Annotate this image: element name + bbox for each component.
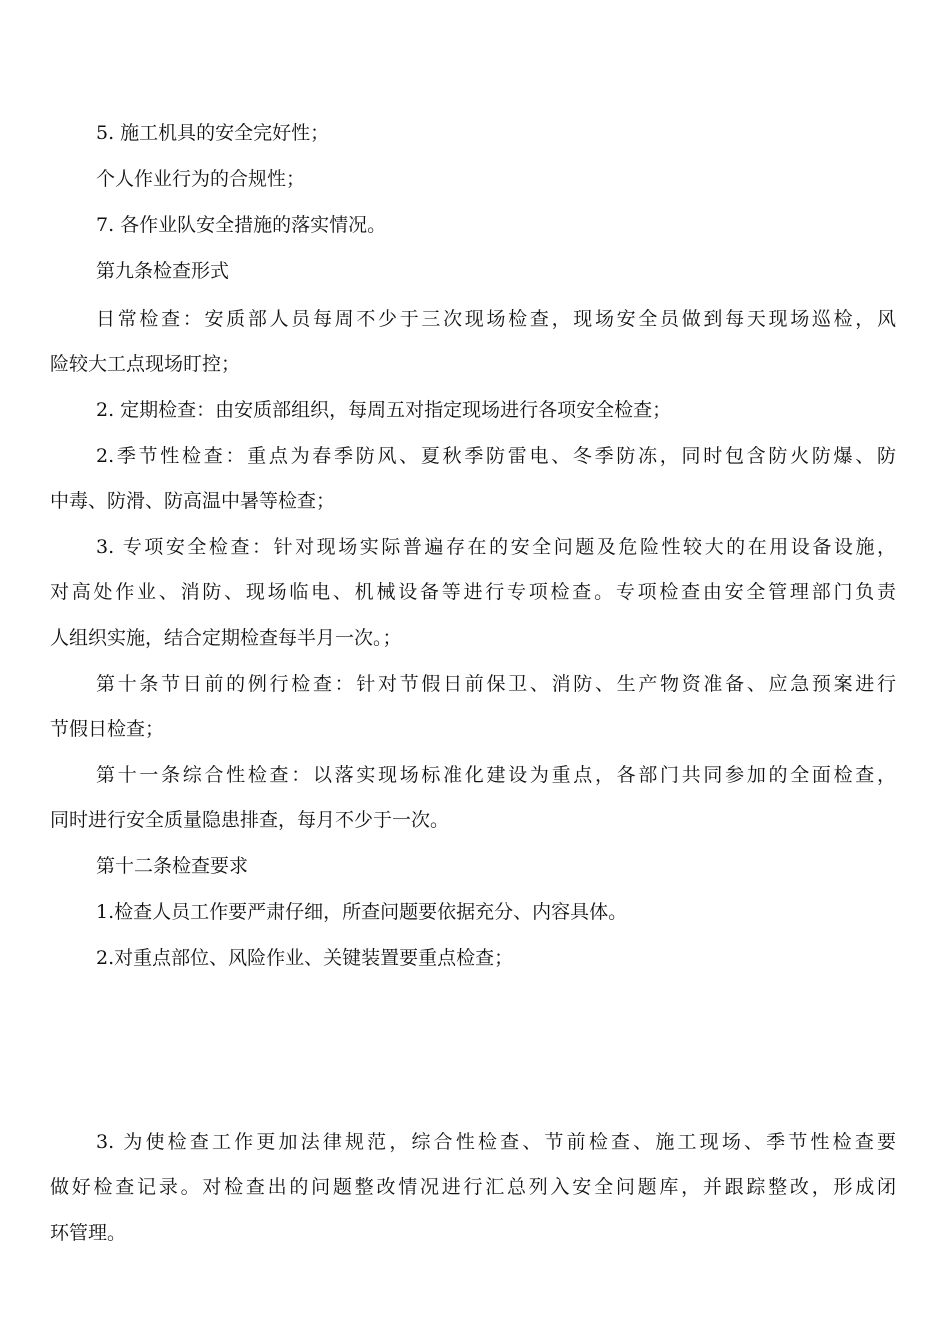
requirement-2: 2.对重点部位、风险作业、关键装置要重点检查； [96,947,514,969]
article-10-holiday-inspection-line-2: 节假日检查； [50,718,165,740]
item-5-machinery-safety: 5. 施工机具的安全完好性； [96,122,330,144]
special-inspection-line-1: 3. 专项安全检查：针对现场实际普遍存在的安全问题及危险性较大的在用设备设施， [96,536,896,558]
special-inspection-line-2: 对高处作业、消防、现场临电、机械设备等进行专项检查。专项检查由安全管理部门负责 [50,581,896,603]
article-12-heading: 第十二条检查要求 [96,855,249,877]
requirement-3-line-2: 做好检查记录。对检查出的问题整改情况进行汇总列入安全问题库，并跟踪整改，形成闭 [50,1176,896,1198]
daily-inspection-line-1: 日常检查：安质部人员每周不少于三次现场检查，现场安全员做到每天现场巡检，风 [96,308,896,330]
special-inspection-line-3: 人组织实施，结合定期检查每半月一次。； [50,627,402,649]
periodic-inspection: 2. 定期检查：由安质部组织，每周五对指定现场进行各项安全检查； [96,399,672,421]
requirement-3-line-3: 环管理。 [50,1222,127,1244]
requirement-1: 1.检查人员工作要严肃仔细，所查问题要依据充分、内容具体。 [96,901,628,923]
seasonal-inspection-line-2: 中毒、防滑、防高温中暑等检查； [50,490,336,512]
article-11-comprehensive-inspection-line-2: 同时进行安全质量隐患排查，每月不少于一次。 [50,809,450,831]
item-personal-behavior-compliance: 个人作业行为的合规性； [96,168,306,190]
article-11-comprehensive-inspection-line-1: 第十一条综合性检查：以落实现场标准化建设为重点，各部门共同参加的全面检查， [96,764,896,786]
requirement-3-line-1: 3. 为使检查工作更加法律规范，综合性检查、节前检查、施工现场、季节性检查要 [96,1131,896,1153]
item-7-team-safety-measures: 7. 各作业队安全措施的落实情况。 [96,214,387,236]
article-10-holiday-inspection-line-1: 第十条节日前的例行检查：针对节假日前保卫、消防、生产物资准备、应急预案进行 [96,673,896,695]
seasonal-inspection-line-1: 2.季节性检查：重点为春季防风、夏秋季防雷电、冬季防冻，同时包含防火防爆、防 [96,445,896,467]
daily-inspection-line-2: 险较大工点现场盯控； [50,353,241,375]
article-9-heading: 第九条检查形式 [96,260,230,282]
